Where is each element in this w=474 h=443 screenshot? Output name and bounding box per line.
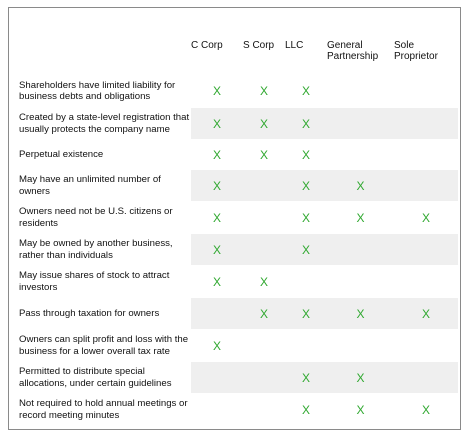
feature-cell — [285, 330, 327, 362]
feature-cell — [327, 394, 394, 426]
feature-cell — [285, 266, 327, 298]
table-row — [19, 75, 458, 108]
feature-cell — [327, 108, 394, 140]
feature-cell — [243, 330, 285, 362]
feature-cell — [394, 170, 458, 202]
feature-cell — [191, 108, 243, 140]
feature-cell — [285, 234, 327, 266]
check-mark-icon: X — [259, 147, 268, 162]
table-row — [19, 266, 458, 298]
check-mark-icon: X — [301, 242, 310, 257]
table-row — [19, 140, 458, 170]
feature-cell — [394, 362, 458, 394]
check-mark-icon: X — [212, 84, 221, 98]
feature-cell — [327, 140, 394, 170]
check-mark-icon: X — [212, 210, 221, 225]
row-label: Perpetual existence — [19, 140, 191, 170]
feature-cell — [394, 140, 458, 170]
feature-cell — [394, 298, 458, 330]
feature-cell — [243, 170, 285, 202]
feature-cell — [285, 202, 327, 234]
check-mark-icon: X — [301, 402, 310, 417]
feature-cell — [327, 362, 394, 394]
row-label: Owners can split profit and loss with the business for a lower overall tax rate — [19, 330, 191, 362]
column-header: Sole Proprietor — [394, 40, 438, 62]
table-row — [19, 202, 458, 234]
table-row — [19, 394, 458, 426]
feature-cell — [191, 394, 243, 426]
feature-cell — [394, 266, 458, 298]
feature-cell — [243, 394, 285, 426]
check-mark-icon: X — [356, 402, 365, 417]
row-label: Pass through taxation for owners — [19, 298, 191, 330]
check-mark-icon: X — [212, 116, 221, 131]
feature-cell — [285, 170, 327, 202]
feature-cell — [327, 298, 394, 330]
table-row — [19, 330, 458, 362]
feature-cell — [394, 75, 458, 108]
check-mark-icon: X — [301, 178, 310, 193]
feature-cell — [243, 266, 285, 298]
feature-cell — [394, 202, 458, 234]
feature-cell — [285, 75, 327, 108]
check-mark-icon: X — [421, 402, 430, 417]
row-label: Not required to hold annual meetings or record meeting minutes — [19, 394, 191, 426]
feature-cell — [327, 330, 394, 362]
check-mark-icon: X — [212, 274, 221, 289]
check-mark-icon: X — [212, 242, 221, 257]
check-mark-icon: X — [259, 84, 268, 98]
feature-cell — [327, 266, 394, 298]
feature-cell — [327, 170, 394, 202]
column-header: General Partnership — [327, 40, 379, 62]
check-mark-icon: X — [301, 147, 310, 162]
column-header: LLC — [285, 40, 304, 51]
check-mark-icon: X — [301, 306, 310, 321]
feature-cell — [394, 234, 458, 266]
table-row — [19, 362, 458, 394]
header-row — [19, 40, 458, 75]
feature-cell — [191, 202, 243, 234]
check-mark-icon: X — [301, 210, 310, 225]
feature-cell — [243, 362, 285, 394]
feature-cell — [394, 330, 458, 362]
check-mark-icon: X — [301, 116, 310, 131]
check-mark-icon: X — [259, 306, 268, 321]
feature-cell — [191, 75, 243, 108]
table-row — [19, 234, 458, 266]
check-mark-icon: X — [356, 210, 365, 225]
feature-cell — [243, 298, 285, 330]
check-mark-icon: X — [212, 147, 221, 162]
check-mark-icon: X — [259, 274, 268, 289]
row-label: May be owned by another business, rather than individuals — [19, 234, 191, 266]
check-mark-icon: X — [212, 178, 221, 193]
check-mark-icon: X — [356, 178, 365, 193]
feature-cell — [191, 170, 243, 202]
feature-cell — [191, 266, 243, 298]
row-label: May have an unlimited number of owners — [19, 170, 191, 202]
row-label: Owners need not be U.S. citizens or residents — [19, 202, 191, 234]
check-mark-icon: X — [259, 116, 268, 131]
row-label: Created by a state-level registration that usually protects the company name — [19, 108, 191, 140]
feature-cell — [285, 394, 327, 426]
check-mark-icon: X — [212, 338, 221, 353]
check-mark-icon: X — [356, 370, 365, 385]
feature-cell — [327, 234, 394, 266]
feature-cell — [394, 108, 458, 140]
row-label: May issue shares of stock to attract investors — [19, 266, 191, 298]
feature-cell — [191, 234, 243, 266]
feature-cell — [243, 234, 285, 266]
feature-cell — [285, 140, 327, 170]
row-label: Shareholders have limited liability for business debts and obligations — [19, 75, 191, 108]
feature-cell — [191, 140, 243, 170]
feature-cell — [285, 108, 327, 140]
check-mark-icon: X — [301, 84, 310, 98]
check-mark-icon: X — [356, 306, 365, 321]
feature-cell — [327, 202, 394, 234]
row-label: Permitted to distribute special allocations, under certain guidelines — [19, 362, 191, 394]
table-row — [19, 298, 458, 330]
feature-cell — [191, 330, 243, 362]
column-header: S Corp — [243, 40, 275, 51]
feature-cell — [394, 394, 458, 426]
table-row — [19, 108, 458, 140]
feature-cell — [285, 298, 327, 330]
check-mark-icon: X — [301, 370, 310, 385]
check-mark-icon: X — [421, 306, 430, 321]
table-body — [19, 75, 458, 426]
feature-cell — [243, 108, 285, 140]
business-structure-comparison-table — [19, 40, 458, 426]
check-mark-icon: X — [421, 210, 430, 225]
feature-cell — [243, 140, 285, 170]
corner-cell — [19, 40, 191, 75]
feature-cell — [243, 75, 285, 108]
feature-cell — [327, 75, 394, 108]
feature-cell — [285, 362, 327, 394]
feature-cell — [243, 202, 285, 234]
column-header: C Corp — [191, 40, 223, 51]
table-row — [19, 170, 458, 202]
feature-cell — [191, 298, 243, 330]
feature-cell — [191, 362, 243, 394]
